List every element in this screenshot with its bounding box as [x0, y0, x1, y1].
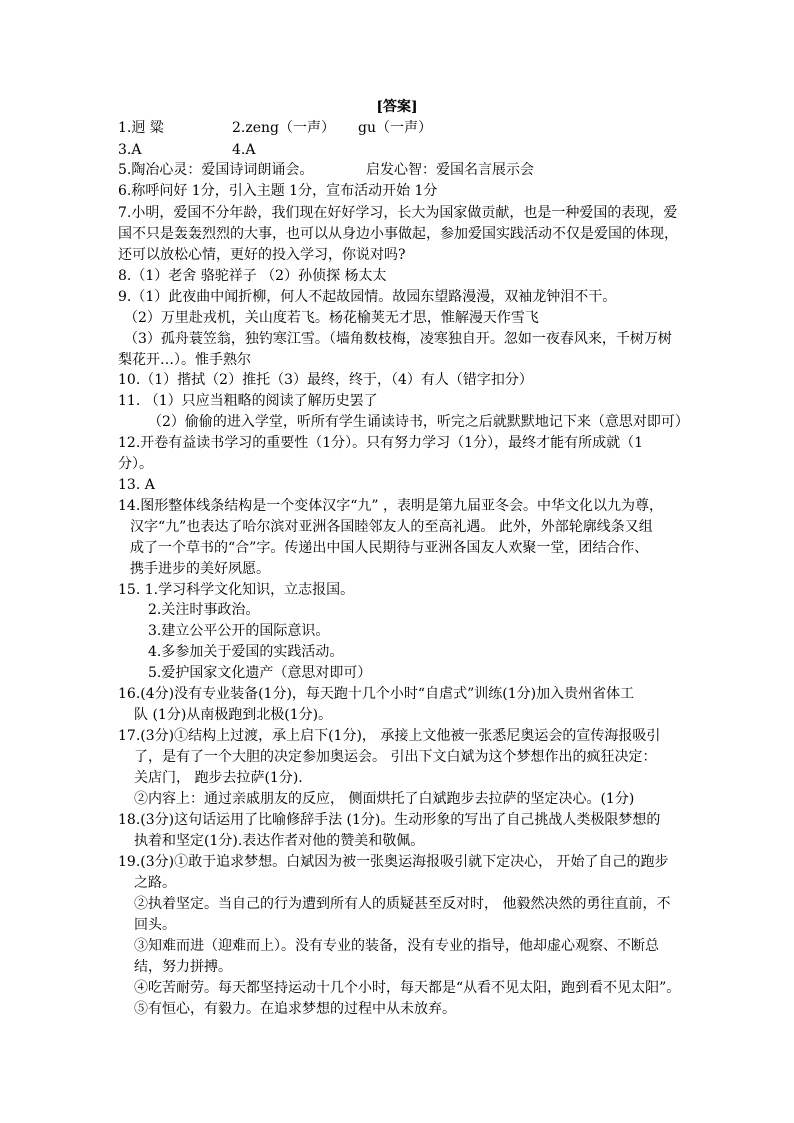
answer-line: 13. A [118, 477, 155, 493]
answer-line: gu（一声） [358, 120, 432, 136]
answer-line: 12.开卷有益读书学习的重要性（1分）。只有努力学习（1分），最终才能有所成就（1 [118, 435, 643, 451]
answer-line: 9.（1）此夜曲中闻折柳，何人不起故园情。故园东望路漫漫，双袖龙钟泪不干。 [118, 289, 617, 305]
answer-line: 结，努力拼搏。 [134, 959, 232, 975]
answer-line: 了，是有了一个大胆的决定参加奥运会。 引出下文白斌为这个梦想作出的疯狂决定： [134, 749, 657, 765]
answer-line: 成了一个草书的“合”字。传递出中国人民期待与亚洲各国友人欢聚一堂，团结合作、 [130, 540, 649, 556]
answer-line: 携手进步的美好夙愿。 [130, 561, 270, 577]
answer-line: ②内容上：通过亲戚朋友的反应， 侧面烘托了白斌跑步去拉萨的坚定决心。(1分) [134, 791, 635, 807]
answer-line: 国不只是轰轰烈烈的大事，也可以从身边小事做起，参加爱国实践活动不仅是爱国的体现， [118, 226, 678, 242]
answer-line: ③知难而进（迎难而上）。没有专业的装备，没有专业的指导，他却虚心观察、不断总 [134, 938, 659, 954]
answer-line: 10.（1）揩拭（2）推托（3）最终，终于，（4）有人（错字扣分） [118, 372, 533, 388]
answer-line: 6.称呼问好 1分，引入主题 1分，宣布活动开始 1分 [118, 183, 438, 199]
answer-line: 启发心智：爱国名言展示会 [366, 162, 534, 178]
answer-line: 2.关注时事政治。 [148, 602, 260, 618]
answer-line: 回头。 [134, 917, 176, 933]
answer-line: （3）孤舟蓑笠翁，独钓寒江雪。（墙角数枝梅，凌寒独自开。忽如一夜春风来，千树万树 [124, 331, 672, 347]
answer-line: 15. 1.学习科学文化知识，立志报国。 [118, 582, 355, 598]
answer-line: 3.建立公平公开的国际意识。 [148, 623, 330, 639]
answer-line: 16.(4分)没有专业装备(1分)，每天跑十几个小时“自虐式”训练(1分)加入贵州省体工 [118, 686, 635, 702]
answer-line: 19.(3分)①敢于追求梦想。白斌因为被一张奥运海报吸引就下定决心， 开始了自己的跑步 [118, 854, 669, 870]
answer-line: ⑤有恒心，有毅力。在追求梦想的过程中从未放弃。 [134, 1001, 456, 1017]
answer-line: 关店门， 跑步去拉萨(1分). [134, 770, 303, 786]
answer-line: 14.图形整体线条结构是一个变体汉字“九” ，表明是第九届亚冬会。中华文化以九为尊， [118, 498, 664, 514]
answer-line: 7.小明，爱国不分年龄，我们现在好好学习，长大为国家做贡献，也是一种爱国的表现，爱 [118, 205, 678, 221]
answer-line: 梨花开…）。惟手熟尔 [118, 352, 251, 368]
answer-line: 18.(3分)这句话运用了比喻修辞手法 (1分)。生动形象的写出了自己挑战人类极限梦想的 [118, 812, 661, 828]
answer-line: 5.爱护国家文化遗产（意思对即可） [148, 665, 372, 681]
answer-line: （2）万里赴戎机，关山度若飞。杨花榆荚无才思，惟解漫天作雪飞 [124, 310, 539, 326]
answer-line: 3.A [118, 142, 142, 158]
answer-line: 还可以放松心情，更好的投入学习，你说对吗? [118, 247, 406, 263]
answer-line: 队 (1分)从南极跑到北极(1分)。 [134, 707, 333, 723]
answer-line: 之路。 [134, 875, 176, 891]
answer-line: （2）偷偷的进入学堂，听所有学生诵读诗书，听完之后就默默地记下来（意思对即可） [148, 414, 689, 430]
answer-line: ②执着坚定。当自己的行为遭到所有人的质疑甚至反对时， 他毅然决然的勇往直前，不 [134, 896, 671, 912]
answer-line: 汉字“九”也表达了哈尔滨对亚洲各国睦邻友人的至高礼遇。 此外，外部轮廓线条又组 [130, 519, 653, 535]
answer-line: 17.(3分)①结构上过渡，承上启下(1分)， 承接上文他被一张悉尼奥运会的宣传海报吸引 [118, 728, 661, 744]
answer-line: 1.迥 粱 [118, 120, 164, 136]
answer-title: [答案] [376, 99, 418, 115]
answer-line: ④吃苦耐劳。每天都坚持运动十几个小时，每天都是“从看不见太阳，跑到看不见太阳”。 [134, 980, 681, 996]
answer-line: 11. （1）只应当粗略的阅读了解历史罢了 [118, 393, 378, 409]
answer-line: 4.A [232, 142, 256, 158]
answer-line: 执着和坚定(1分).表达作者对他的赞美和敬佩。 [134, 833, 425, 849]
answer-line: 分）。 [118, 456, 153, 472]
answer-line: 8.（1）老舍 骆驼祥子 （2）孙侦探 杨太太 [118, 268, 387, 284]
answer-line: 2.zeng（一声） [232, 120, 335, 136]
answer-line: 4.多参加关于爱国的实践活动。 [148, 644, 344, 660]
answer-line: 5.陶冶心灵：爱国诗词朗诵会。 [118, 162, 314, 178]
